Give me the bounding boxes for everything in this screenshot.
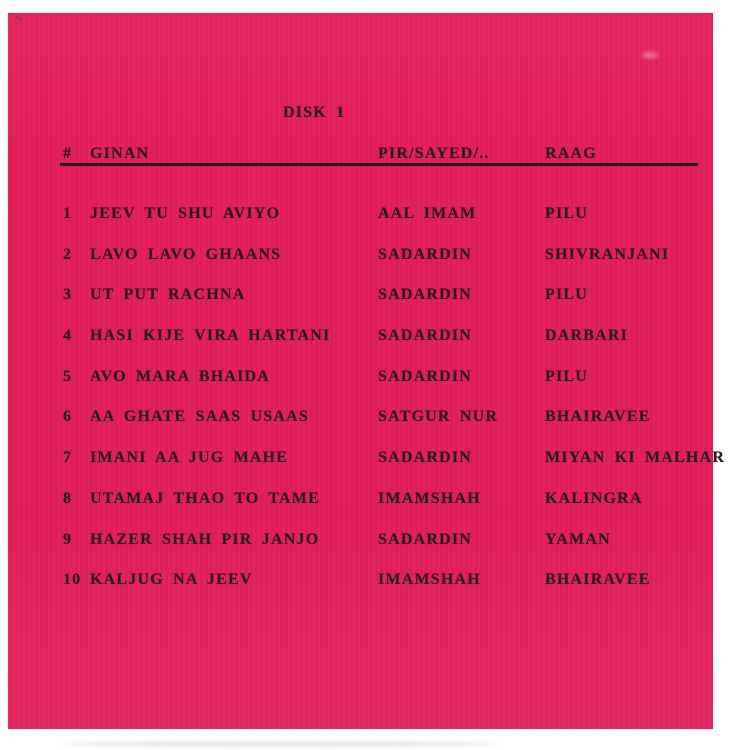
ginan-cell: UTAMAJ THAO TO TAME (90, 489, 320, 507)
row-number: 10 (63, 571, 82, 589)
ginan-cell: UT PUT RACHNA (90, 286, 246, 304)
raag-cell: BHAIRAVEE (545, 571, 651, 589)
row-number: 3 (63, 286, 73, 304)
pir-cell: SATGUR NUR (378, 408, 499, 426)
header-pir-sayed: PIR/SAYED/.. (378, 145, 490, 162)
row-number: 7 (63, 449, 73, 467)
scan-artifact-smudge (642, 52, 658, 58)
ginan-cell: KALJUG NA JEEV (90, 571, 253, 589)
row-number: 8 (63, 489, 73, 507)
raag-cell: DARBARI (545, 327, 629, 345)
table-row (8, 205, 713, 246)
pir-cell: IMAMSHAH (378, 571, 481, 589)
ginan-cell: HAZER SHAH PIR JANJO (90, 530, 320, 548)
pir-cell: SADARDIN (378, 367, 473, 385)
ginan-cell: AVO MARA BHAIDA (90, 367, 271, 385)
table-row (8, 490, 713, 531)
page-title: DISK 1 (283, 104, 346, 121)
scan-shadow (60, 742, 500, 746)
ginan-cell: AA GHATE SAAS USAAS (90, 408, 309, 426)
row-number: 2 (63, 245, 73, 263)
raag-cell: PILU (545, 286, 589, 304)
raag-cell: MIYAN KI MALHAR (545, 449, 726, 467)
table-row (8, 286, 713, 327)
header-raag: RAAG (545, 145, 597, 162)
raag-cell: PILU (545, 205, 589, 222)
table-header-row (8, 145, 713, 165)
raag-cell: BHAIRAVEE (545, 408, 651, 426)
table-row (8, 449, 726, 490)
pir-cell: SADARDIN (378, 530, 473, 548)
ginan-cell: LAVO LAVO GHAANS (90, 245, 282, 263)
table-row (8, 531, 713, 572)
ginan-cell: JEEV TU SHU AVIYO (90, 205, 281, 222)
pir-cell: SADARDIN (378, 327, 473, 345)
row-number: 1 (63, 205, 73, 222)
table-row (8, 327, 713, 368)
ginan-cell: IMANI AA JUG MAHE (90, 449, 289, 467)
raag-cell: YAMAN (545, 530, 611, 548)
scanned-paper (8, 13, 726, 729)
raag-cell: SHIVRANJANI (545, 245, 670, 263)
row-number: 9 (63, 530, 73, 548)
pir-cell: AAL IMAM (378, 205, 477, 222)
pir-cell: IMAMSHAH (378, 489, 481, 507)
pir-cell: SADARDIN (378, 245, 473, 263)
raag-cell: PILU (545, 367, 589, 385)
pir-cell: SADARDIN (378, 286, 473, 304)
row-number: 6 (63, 408, 73, 426)
table-row (8, 368, 713, 409)
raag-cell: KALINGRA (545, 489, 643, 507)
row-number: 5 (63, 367, 73, 385)
header-number: # (63, 145, 73, 162)
table-row (8, 408, 713, 449)
header-ginan: GINAN (90, 145, 150, 162)
header-underline (60, 163, 698, 166)
table-row (8, 246, 713, 287)
pir-cell: SADARDIN (378, 449, 473, 467)
scan-artifact-speck (14, 15, 23, 21)
table-row (8, 571, 713, 612)
table-body (8, 205, 726, 645)
ginan-cell: HASI KIJE VIRA HARTANI (90, 327, 331, 345)
row-number: 4 (63, 327, 73, 345)
